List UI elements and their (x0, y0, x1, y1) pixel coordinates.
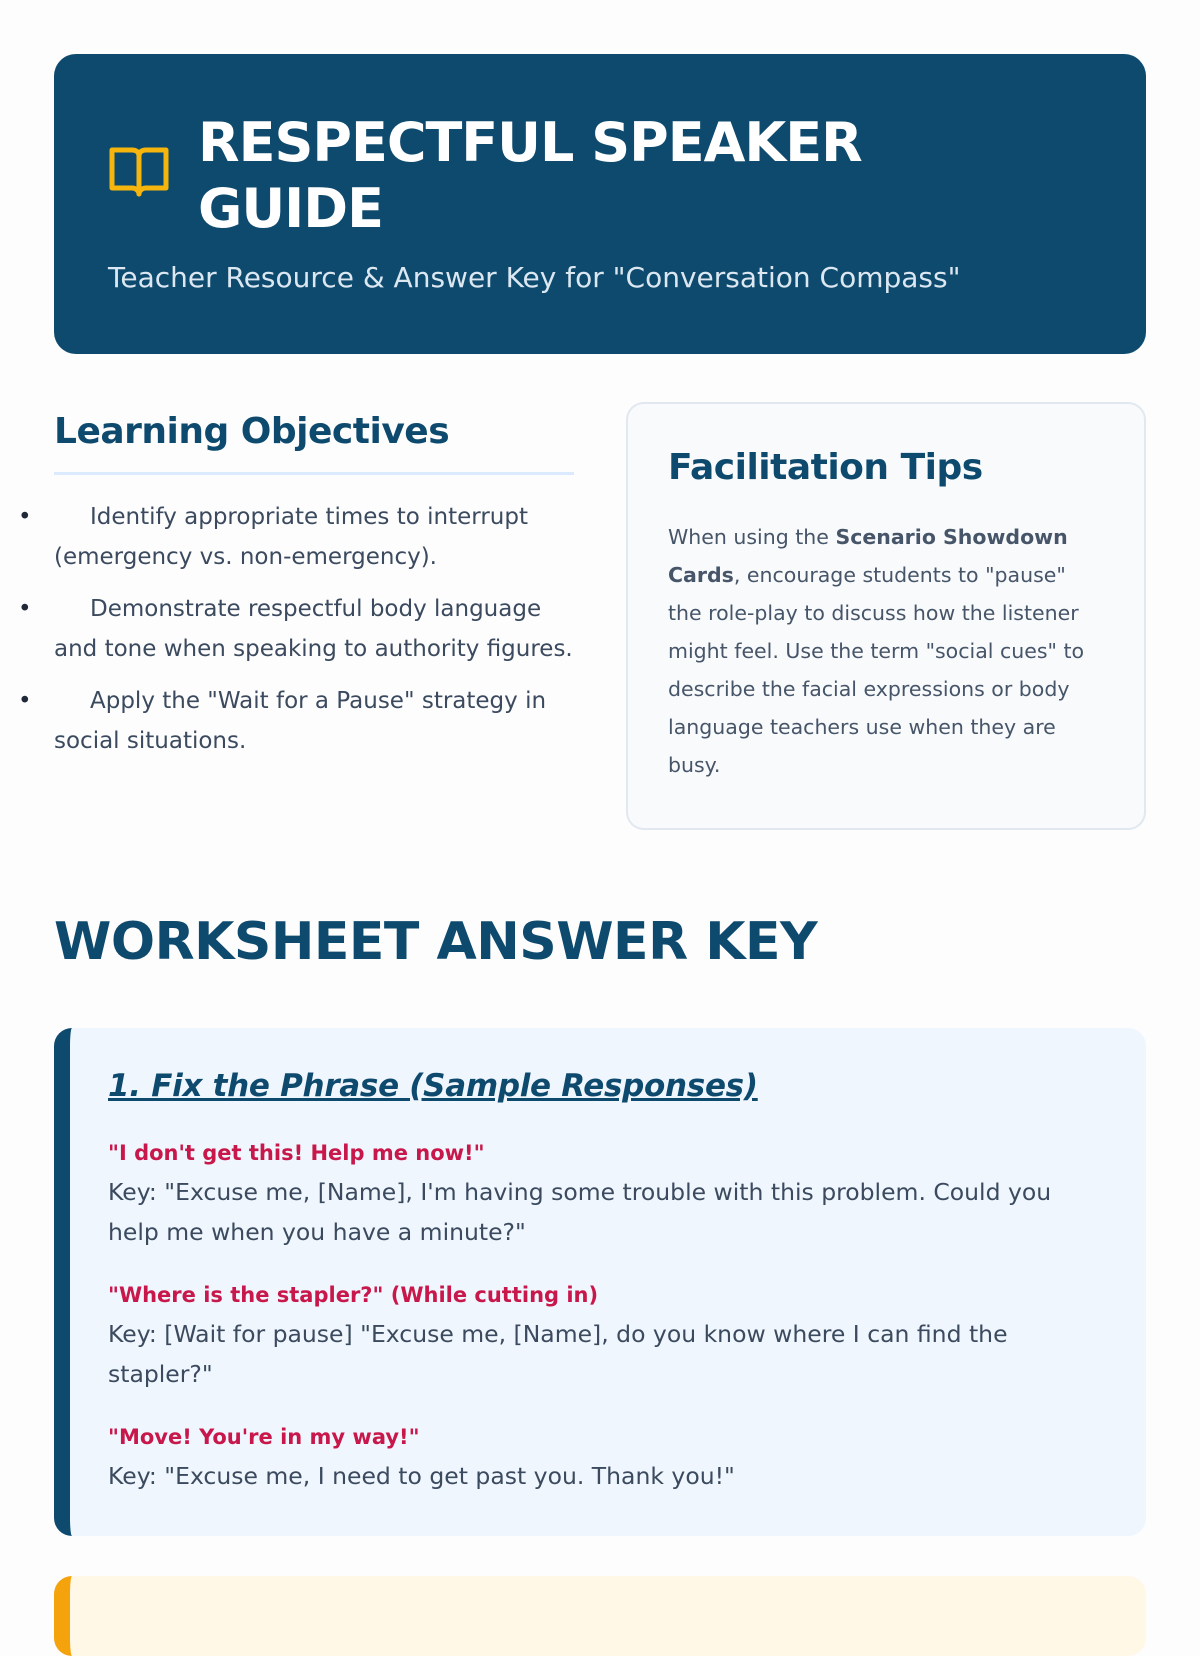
qa-item (108, 1422, 1106, 1496)
qa-key: Key: "Excuse me, I need to get past you. Thank you!" (108, 1462, 735, 1490)
qa-key: Key: "Excuse me, [Name], I'm having some trouble with this problem. Could you help me when you have a minute?" (108, 1178, 1052, 1246)
fix-the-phrase-heading: 1. Fix the Phrase (Sample Responses) (108, 1068, 758, 1104)
qa-prompt: "I don't get this! Help me now!" (108, 1141, 485, 1165)
facilitation-tips-card (626, 402, 1146, 830)
answer-key-title: WORKSHEET ANSWER KEY (54, 912, 818, 972)
open-book-icon (108, 140, 170, 202)
page-subtitle: Teacher Resource & Answer Key for "Conversation Compass" (108, 261, 961, 294)
objective-item: • Identify appropriate times to interrupt (emergency vs. non-emergency). (54, 497, 574, 577)
qa-prompt: "Move! You're in my way!" (108, 1425, 420, 1449)
qa-prompt: "Where is the stapler?" (While cutting in) (108, 1283, 599, 1307)
objective-item: • Apply the "Wait for a Pause" strategy in social situations. (54, 681, 574, 761)
learning-objectives (54, 408, 574, 830)
next-section-card (54, 1576, 1146, 1656)
objective-item: • Demonstrate respectful body language and tone when speaking to authority figures. (54, 589, 574, 669)
tips-text-after: , encourage students to "pause" the role-play to discuss how the listener might feel. Use the term "social cues" to describe the facial expressions or body language teachers use when they are busy. (668, 563, 1085, 777)
objectives-heading: Learning Objectives (54, 408, 574, 475)
banner-title-row (108, 110, 1092, 242)
objectives-list (54, 497, 574, 761)
page-title: RESPECTFUL SPEAKER GUIDE (198, 111, 862, 240)
tips-text (668, 518, 1104, 784)
fix-the-phrase-card (54, 1028, 1146, 1536)
qa-item (108, 1280, 1106, 1394)
header-banner (54, 54, 1146, 354)
qa-item (108, 1138, 1106, 1252)
tips-bold: Scenario Showdown Cards (668, 525, 1068, 587)
qa-key: Key: [Wait for pause] "Excuse me, [Name], do you know where I can find the stapler?" (108, 1320, 1008, 1388)
tips-heading: Facilitation Tips (668, 447, 983, 488)
intro-columns (54, 408, 1146, 830)
page (54, 54, 1146, 1536)
tips-text-before: When using the (668, 525, 836, 549)
